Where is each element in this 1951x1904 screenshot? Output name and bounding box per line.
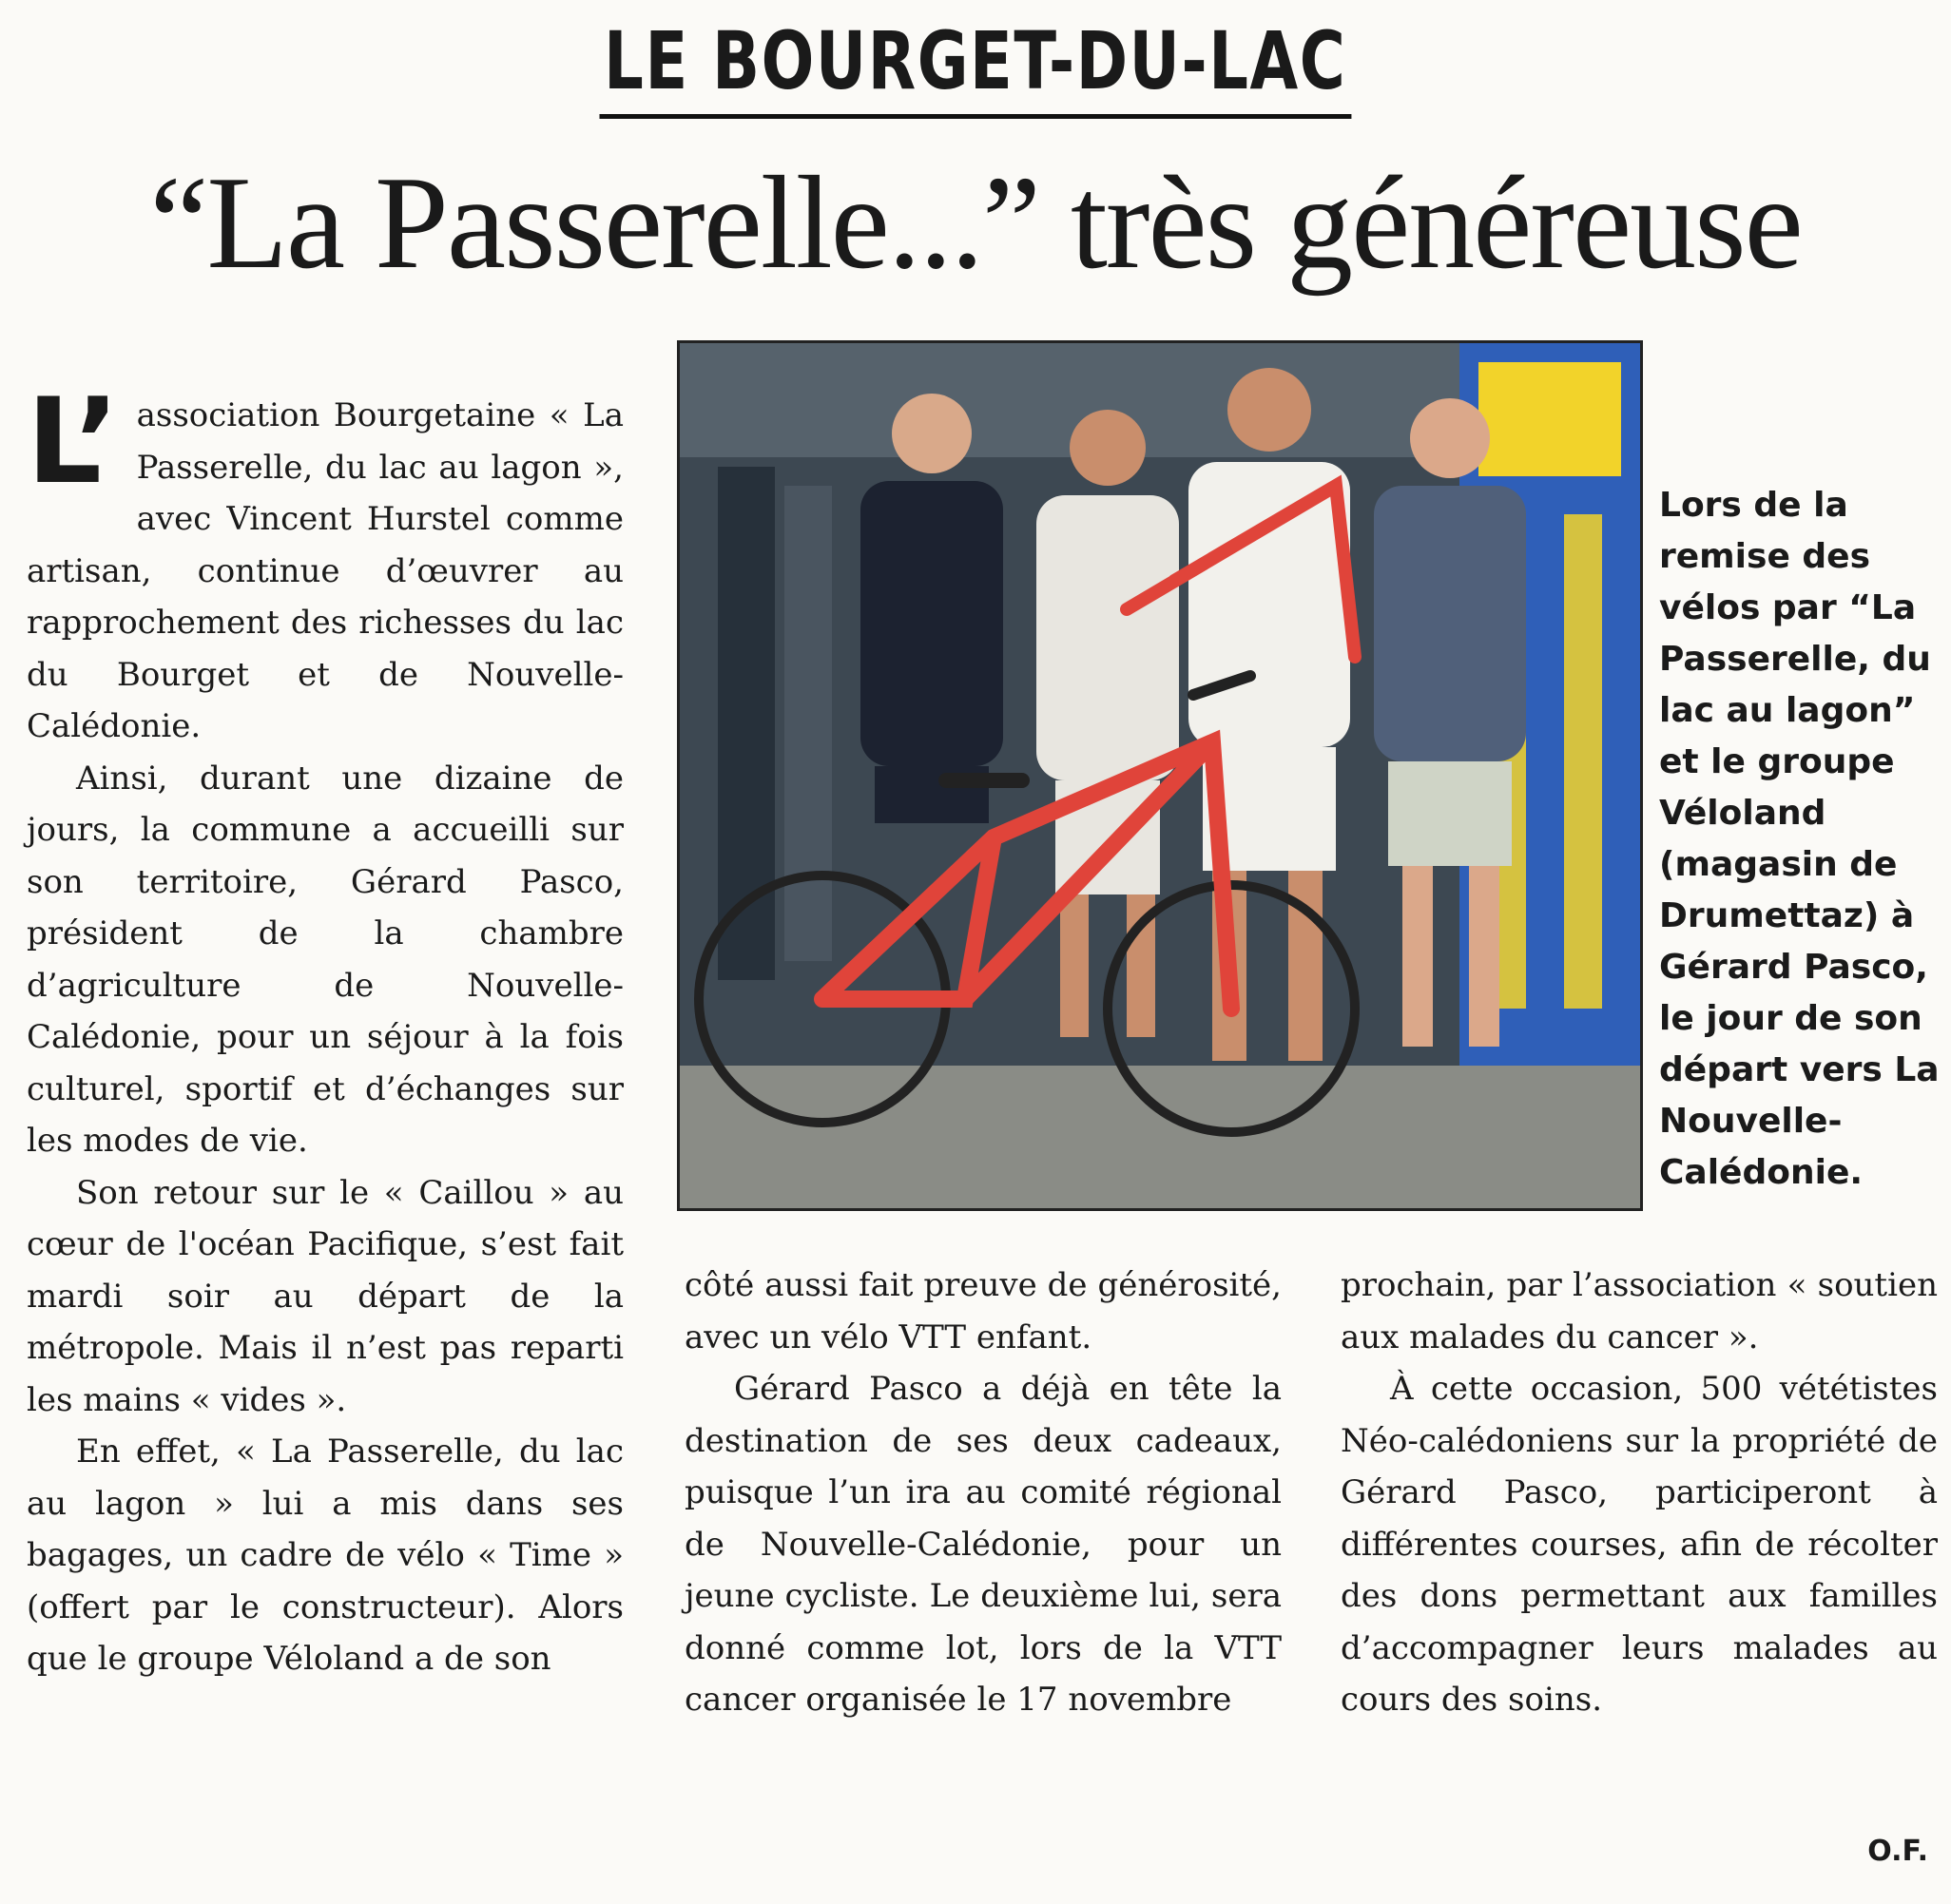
article-paragraph: Ainsi, durant une dizaine de jours, la commune a accueilli sur son territoire, Gérard Pasco, président de la chambre d’agriculture de Nouvelle-Calédonie, pour un séjour à la fois culturel, sportif et d’échanges sur les modes de vie. xyxy=(27,759,624,1160)
article-paragraph: côté aussi fait preuve de générosité, avec un vélo VTT enfant. xyxy=(685,1266,1282,1356)
author-signature: O.F. xyxy=(1867,1835,1928,1868)
article-paragraph: L’ association Bourgetaine « La Passerelle, du lac au lagon », avec Vincent Hurstel comme artisan, continue d’œuvrer au rapprochement des richesses du lac du Bourget et de Nouvelle-Calédonie. xyxy=(27,374,624,745)
photo-illustration xyxy=(680,343,1640,1208)
article-column-1 xyxy=(27,374,624,1685)
article-paragraph: À cette occasion, 500 vététistes Néo-calédoniens sur la propriété de Gérard Pasco, participeront à différentes courses, afin de récolter des dons permettant aux familles d’accompagner leurs malades au cours des soins. xyxy=(1341,1370,1938,1719)
article-paragraph: Gérard Pasco a déjà en tête la destination de ses deux cadeaux, puisque l’un ira au comité régional de Nouvelle-Calédonie, pour un jeune cycliste. Le deuxième lui, sera donné comme lot, lors de la VTT cancer organisée le 17 novembre xyxy=(685,1370,1282,1719)
rubric-header xyxy=(0,8,1951,119)
article-paragraph: prochain, par l’association « soutien aux malades du cancer ». xyxy=(1341,1266,1938,1356)
photo-caption: Lors de la remise des vélos par “La Passerelle, du lac au lagon” et le groupe Véloland (magasin de Drumettaz) à Gérard Pasco, le jour de son départ vers La Nouvelle-Calédonie. xyxy=(1659,486,1940,1192)
rubric-title: LE BOURGET-DU-LAC xyxy=(600,8,1352,119)
article-paragraph: En effet, « La Passerelle, du lac au lagon » lui a mis dans ses bagages, un cadre de vélo « Time » (offert par le constructeur). Alors que le groupe Véloland a de son xyxy=(27,1433,624,1678)
drop-cap: L’ xyxy=(27,374,120,510)
article-photo xyxy=(677,340,1643,1211)
headline: “La Passerelle...” très généreuse xyxy=(149,149,1802,297)
article-column-2 xyxy=(685,1260,1282,1726)
article-column-3 xyxy=(1341,1260,1938,1726)
article-paragraph: Son retour sur le « Caillou » au cœur de l'océan Pacifique, s’est fait mardi soir au départ de la métropole. Mais il n’est pas reparti les mains « vides ». xyxy=(27,1173,624,1419)
